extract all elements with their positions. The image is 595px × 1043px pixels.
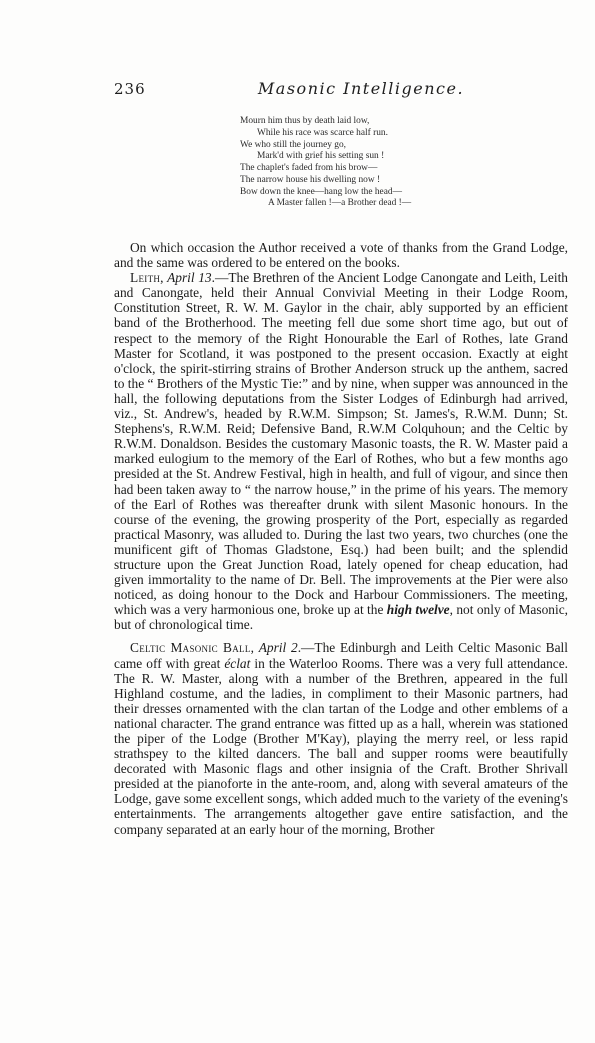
emphasis-text: high twelve (386, 602, 450, 618)
paragraph-text: On which occasion the Author received a vote of thanks from the Grand Lodge, and the same was ordered to be entered on the books. (114, 240, 568, 271)
paragraph-text: , not only of Masonic, but of chronological time. (114, 602, 568, 633)
poem-stanza (240, 116, 540, 210)
poem-line: The chaplet's faded from his brow— (240, 163, 378, 173)
paragraph-celtic-ball: Celtic Masonic Ball, April 2.—The Edinburgh and Leith Celtic Masonic Ball came off with great éclat in the Waterloo Rooms. There was a very full attendance. The R. W. Master, along with a number of the Brethren, appeared in the full Highland costume, and the ladies, in compliment to their Masonic partners, had their dresses ornamented with the clan tartan of the Lodge and other emblems of a national character. The grand entrance was fitted up as a hall, wherein was stationed the piper of the Lodge (Brother M'Kay), playing the merry reel, or less rapid strathspey to the kilted dancers. The ball and supper rooms were beautifully decorated with Masonic flags and other insignia of the Craft. Brother Shrivall presided at the pianoforte in the ante-room, and, along with several amateurs of the Lodge, gave some excellent songs, which added much to the variety of the evening's entertainments. The arrangements altogether gave entire satisfaction, and the company separated at an early hour of the morning, Brother (114, 640, 568, 837)
date-heading: April 2 (258, 640, 298, 656)
paragraph-leith: Leith, April 13.—The Brethren of the Ancient Lodge Canongate and Leith, Leith and Canongate, held their Annual Convivial Meeting in their Lodge Room, Constitution Street, R. W. M. Gaylor in the chair, ably supported by an efficient band of the Brotherhood. The meeting fell due some short time ago, but out of respect to the memory of the Right Honourable the Earl of Rothes, late Grand Master for Scotland, it was postponed to the present occasion. Exactly at eight o'clock, the spirit-stirring strains of Brother Anderson struck up the anthem, sacred to the “ Brothers of the Mystic Tie:” and by nine, when supper was announced in the hall, the following deputations from the Sister Lodges of Edinburgh had arrived, viz., St. Andrew's, headed by R.W.M. Simpson; St. James's, R.W.M. Dunn; St. Stephens's, R.W.M. Reid; Defensive Band, R.W.M Colquhoun; and the Celtic by R.W.M. Donaldson. Besides the customary Masonic toasts, the R. W. Master paid a marked eulogium to the memory of the Earl of Rothes, who but a few months ago presided at the St. Andrew Festival, high in health, and full of vigour, and since then had been taken away to “ the narrow house,” in the prime of his years. The memory of the Earl of Rothes was thereafter drunk with silent Masonic honours. In the course of the evening, the growing prosperity of the Port, especially as regarded practical Masonry, was alluded to. During the last two years, two churches (one the munificent gift of Thomas Gladstone, Esq.) had been built; and the splendid structure upon the Great Junction Road, lately opened for cheap education, had given immortality to the name of Dr. Bell. The improvements at the Pier were also noticed, as doing honour to the Dock and Harbour Commissioners. The meeting, which was a very harmonious one, broke up at the high twelve, not only of Masonic, but of chronological time. (114, 270, 568, 633)
emphasis-text: éclat (224, 655, 251, 671)
poem-line: The narrow house his dwelling now ! (240, 174, 381, 185)
date-heading: April 13 (167, 270, 212, 286)
article-body (114, 240, 568, 837)
paragraph-author-thanks (114, 240, 568, 270)
paragraph-text: in the Waterloo Rooms. There was a very full attendance. The R. W. Master, along with a number of the Brethren, appeared in the full Highland costume, and the ladies, in compliment to their Masonic partners, had their dresses ornamented with the clan tartan of the Lodge and other emblems of a national character. The grand entrance was fitted up as a hall, wherein was stationed the piper of the Lodge (Brother M'Kay), playing the merry reel, or less rapid strathspey to the kilted dancers. The ball and supper rooms were beautifully decorated with Masonic flags and other insignia of the Craft. Brother Shrivall presided at the pianoforte in the ante-room, and, along with several amateurs of the Lodge, gave some excellent songs, which added much to the variety of the evening's entertainments. The arrangements altogether gave entire satisfaction, and the company separated at an early hour of the morning, Brother (114, 655, 568, 837)
poem-line: A Master fallen !—a Brother dead !— (268, 198, 412, 209)
poem-line: Mark'd with grief his setting sun ! (257, 151, 385, 162)
poem-line: Mourn him thus by death laid low, (240, 116, 370, 126)
page-number: 236 (114, 80, 146, 98)
running-title: Masonic Intelligence. (257, 79, 465, 98)
page-header (114, 80, 568, 104)
place-heading: Leith (130, 270, 161, 286)
section-heading: Celtic Masonic Ball (130, 640, 251, 656)
paragraph-text: .—The Brethren of the Ancient Lodge Canongate and Leith, Leith and Canongate, held their Annual Convivial Meeting in their Lodge Room, Constitution Street, R. W. M. Gaylor in the chair, ably supported by an efficient band of the Brotherhood. The meeting fell due some short time ago, but out of respect to the memory of the Right Honourable the Earl of Rothes, late Grand Master for Scotland, it was postponed to the present occasion. Exactly at eight o'clock, the spirit-stirring strains of Brother Anderson struck up the anthem, sacred to the “ Brothers of the Mystic Tie:” and by nine, when supper was announced in the hall, the following deputations from the Sister Lodges of Edinburgh had arrived, viz., St. Andrew's, headed by R.W.M. Simpson; St. James's, R.W.M. Dunn; St. Stephens's, R.W.M. Reid; Defensive Band, R.W.M Colquhoun; and the Celtic by R.W.M. Donaldson. Besides the customary Masonic toasts, the R. W. Master paid a marked eulogium to the memory of the Earl of Rothes, who but a few months ago presided at the St. Andrew Festival, high in health, and full of vigour, and since then had been taken away to “ the narrow house,” in the prime of his years. The memory of the Earl of Rothes was thereafter drunk with silent Masonic honours. In the course of the evening, the growing prosperity of the Port, especially as regarded practical Masonry, was alluded to. During the last two years, two churches (one the munificent gift of Thomas Gladstone, Esq.) had been built; and the splendid structure upon the Great Junction Road, lately opened for cheap education, had given immortality to the name of Dr. Bell. The improvements at the Pier were also noticed, as doing honour to the Dock and Harbour Commissioners. The meeting, which was a very harmonious one, broke up at the (114, 270, 568, 618)
poem-line: Bow down the knee—hang low the head— (240, 186, 402, 197)
poem-line: While his race was scarce half run. (257, 127, 388, 138)
paragraph-text: .—The Edinburgh and Leith Celtic Masonic Ball came off with great (114, 640, 568, 671)
poem-line: We who still the journey go, (240, 139, 346, 150)
